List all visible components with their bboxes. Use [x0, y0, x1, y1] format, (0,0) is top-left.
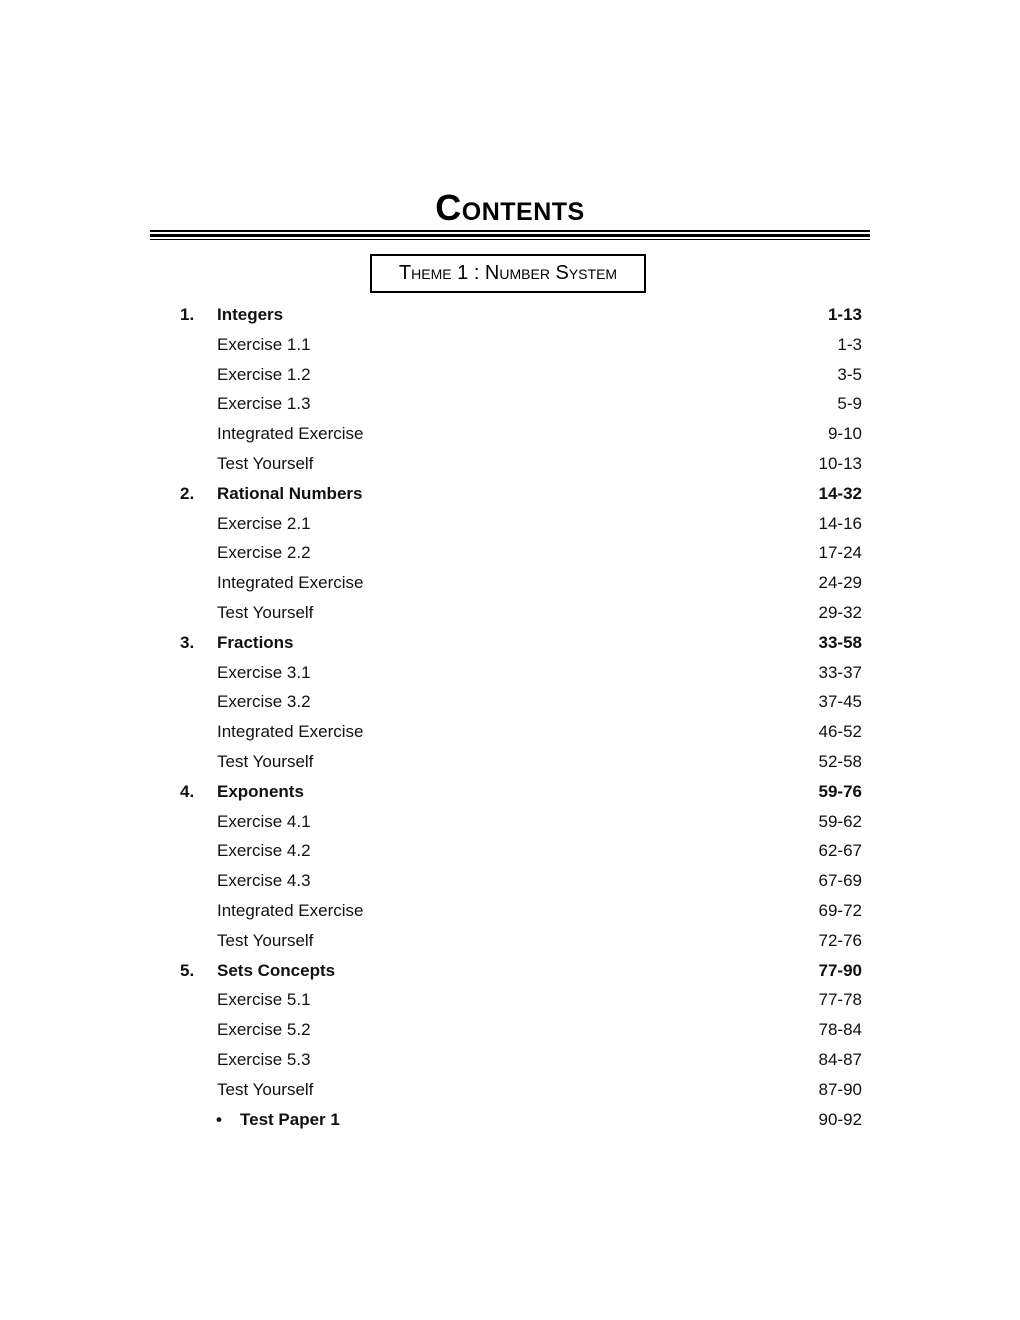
toc-entry-row [180, 747, 862, 777]
page-range: 14-32 [818, 483, 862, 503]
theme-heading: Theme 1 : Number System [370, 254, 646, 293]
chapter-number: 2. [180, 483, 195, 503]
toc-entry-row [180, 1045, 862, 1075]
toc-entry-row [180, 389, 862, 419]
page-range: 67-69 [818, 871, 862, 891]
entry-title: Exercise 2.2 [217, 543, 311, 563]
page-range: 69-72 [818, 900, 862, 920]
entry-title: Exercise 5.2 [217, 1020, 311, 1040]
page-range: 29-32 [818, 602, 862, 622]
toc-entry-row [180, 836, 862, 866]
bullet-icon: • [216, 1109, 222, 1129]
chapter-title: Integers [217, 305, 284, 324]
entry-title: Test Yourself [217, 1079, 314, 1099]
page-range: 1-3 [837, 334, 862, 354]
page-range: 33-58 [818, 632, 862, 652]
entry-title: Exercise 1.1 [217, 334, 311, 354]
toc-chapter-row [180, 777, 862, 807]
page-range: 90-92 [818, 1109, 862, 1129]
entry-title: Test Yourself [217, 453, 314, 473]
entry-title: Exercise 3.2 [217, 692, 311, 712]
toc-entry-row [180, 360, 862, 390]
page-range: 52-58 [818, 751, 862, 771]
title-rule-middle [150, 234, 870, 237]
page-range: 10-13 [818, 453, 862, 473]
page-range: 5-9 [837, 394, 862, 414]
page-range: 78-84 [818, 1020, 862, 1040]
page-range: 59-62 [818, 811, 862, 831]
page-range: 46-52 [818, 722, 862, 742]
toc-chapter-row [180, 956, 862, 986]
chapter-number: 5. [180, 960, 195, 980]
chapter-number: 1. [180, 305, 195, 324]
toc-entry-row [180, 330, 862, 360]
title-rule-bottom [150, 239, 870, 240]
toc-chapter-row [180, 479, 862, 509]
chapter-number: 3. [180, 632, 195, 652]
page-range: 77-90 [818, 960, 862, 980]
title-rule-top [150, 230, 870, 232]
chapter-title: Sets Concepts [217, 960, 336, 980]
page-range: 3-5 [837, 364, 862, 384]
toc-entry-row [180, 807, 862, 837]
entry-title: Test Yourself [217, 930, 314, 950]
toc-entry-row [180, 568, 862, 598]
toc-entry-row [180, 449, 862, 479]
entry-title: Integrated Exercise [217, 424, 364, 444]
toc-entry-row [180, 598, 862, 628]
page-range: 77-78 [818, 990, 862, 1010]
chapter-title: Exponents [217, 781, 304, 801]
table-of-contents [180, 300, 862, 1134]
entry-title: Test Paper 1 [240, 1109, 340, 1129]
toc-entry-row [180, 658, 862, 688]
page-range: 62-67 [818, 841, 862, 861]
page-range: 59-76 [818, 781, 862, 801]
entry-title: Integrated Exercise [217, 900, 364, 920]
entry-title: Exercise 1.3 [217, 394, 311, 414]
page-range: 9-10 [827, 424, 862, 444]
toc-entry-row [180, 509, 862, 539]
page-range: 84-87 [818, 1049, 862, 1069]
entry-title: Exercise 3.1 [217, 662, 311, 682]
page-range: 14-16 [818, 513, 862, 533]
toc-entry-row [180, 926, 862, 956]
entry-title: Exercise 4.3 [217, 871, 311, 891]
toc-entry-row [180, 717, 862, 747]
entry-title: Exercise 5.1 [217, 990, 311, 1010]
entry-title: Exercise 2.1 [217, 513, 311, 533]
toc-entry-row [180, 1075, 862, 1105]
toc-entry-row [180, 896, 862, 926]
entry-title: Test Yourself [217, 602, 314, 622]
toc-chapter-row [180, 628, 862, 658]
page-range: 87-90 [818, 1079, 862, 1099]
chapter-title: Fractions [217, 632, 294, 652]
entry-title: Integrated Exercise [217, 722, 364, 742]
toc-entry-row [180, 538, 862, 568]
toc-entry-row [180, 687, 862, 717]
page-range: 33-37 [818, 662, 862, 682]
chapter-title: Rational Numbers [217, 483, 363, 503]
entry-title: Exercise 4.2 [217, 841, 311, 861]
toc-entry-row [180, 1015, 862, 1045]
entry-title: Exercise 1.2 [217, 364, 311, 384]
entry-title: Test Yourself [217, 751, 314, 771]
entry-title: Integrated Exercise [217, 573, 364, 593]
toc-entry-row [180, 866, 862, 896]
page-range: 72-76 [818, 930, 862, 950]
page-range: 24-29 [818, 573, 862, 593]
page-title: Contents [435, 187, 585, 228]
page-range: 37-45 [818, 692, 862, 712]
page-range: 1-13 [827, 305, 862, 324]
toc-entry-row [180, 419, 862, 449]
page-range: 17-24 [818, 543, 862, 563]
entry-title: Exercise 5.3 [217, 1049, 311, 1069]
entry-title: Exercise 4.1 [217, 811, 311, 831]
toc-bullet-row [180, 1105, 862, 1135]
toc-chapter-row [180, 300, 862, 330]
toc-entry-row [180, 985, 862, 1015]
chapter-number: 4. [180, 781, 195, 801]
